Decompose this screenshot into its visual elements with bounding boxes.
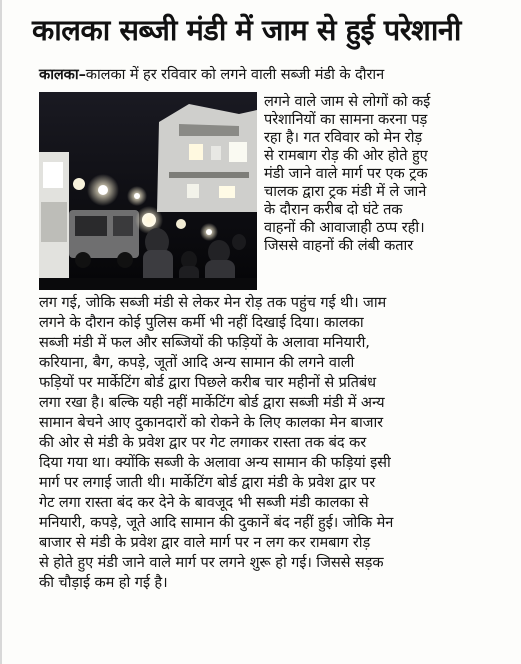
article-line: चालक द्वारा ट्रक मंडी में ले जाने: [264, 183, 427, 200]
article-line: की चौड़ाई कम हो गई है।: [39, 574, 168, 591]
article-line: से होते हुए मंडी जाने वाले मार्ग पर लगने शुरू हो गई। जिससे सड़क: [39, 554, 384, 571]
article-line: मनियारी, कपड़े, जूते आदि सामान की दुकानें बंद नहीं हुई। जोकि मेन: [39, 514, 394, 531]
article-line: फड़ियों पर मार्केटिंग बोर्ड द्वारा पिछले करीब चार महीनों से प्रतिबंध: [39, 374, 376, 391]
article-text: कालका में हर रविवार को लगने वाली सब्जी मंडी के दौरान: [85, 66, 385, 83]
article-line: लग गई, जोकि सब्जी मंडी से लेकर मेन रोड़ तक पहुंच गई थी। जाम: [39, 294, 387, 311]
headline: कालका सब्जी मंडी में जाम से हुई परेशानी: [32, 13, 461, 47]
article-line: रहा है। गत रविवार को मेन रोड़: [264, 129, 423, 146]
article-line: वाहनों की आवाजाही ठप्प रही।: [264, 219, 425, 236]
article-line: के दौरान करीब दो घंटे तक: [264, 201, 403, 218]
article-line: गेट लगा रास्ता बंद कर देने के बावजूद भी सब्जी मंडी कालका से: [39, 494, 369, 511]
article-line: लगा रखा है। बल्कि यही नहीं मार्केटिंग बोर्ड द्वारा सब्जी मंडी में अन्य: [39, 394, 385, 411]
article-line: परेशानियों का सामना करना पड़: [264, 111, 428, 128]
article-line: की ओर से मंडी के प्रवेश द्वार पर गेट लगाकर रास्ता तक बंद कर: [39, 434, 367, 451]
news-photo-traffic-jam-night: [39, 92, 257, 290]
article-line: लगने वाले जाम से लोगों को कई: [264, 93, 431, 110]
article-line: दिया गया था। क्योंकि सब्जी के अलावा अन्य सामान की फड़ियां इसी: [39, 454, 391, 471]
dateline: कालका–: [39, 66, 86, 83]
article-line-first: [39, 66, 384, 84]
article-line: बाजार से मंडी के प्रवेश द्वार वाले मार्ग पर न लग कर रामबाग रोड़: [39, 534, 371, 551]
article-line: मार्ग पर लगाई जाती थी। मार्केटिंग बोर्ड द्वारा मंडी के प्रवेश द्वार पर: [39, 474, 376, 491]
article-line: लगने के दौरान कोई पुलिस कर्मी भी नहीं दिखाई दिया। कालका: [39, 314, 364, 331]
article-line: करियाना, बैग, कपड़े, जूतों आदि अन्य सामान की लगने वाली: [39, 354, 355, 371]
article-line: सामान बेचने आए दुकानदारों को रोकने के लिए कालका मेन बाजार: [39, 414, 384, 431]
photo-illustration: [39, 92, 257, 290]
article-line: सब्जी मंडी में फल और सब्जियों की फड़ियों के अलावा मनियारी,: [39, 334, 370, 351]
article-line: जिससे वाहनों की लंबी कतार: [264, 237, 414, 254]
article-line: मंडी जाने वाले मार्ग पर एक ट्रक: [264, 165, 428, 182]
article-line: से रामबाग रोड़ की ओर होते हुए: [264, 147, 428, 164]
